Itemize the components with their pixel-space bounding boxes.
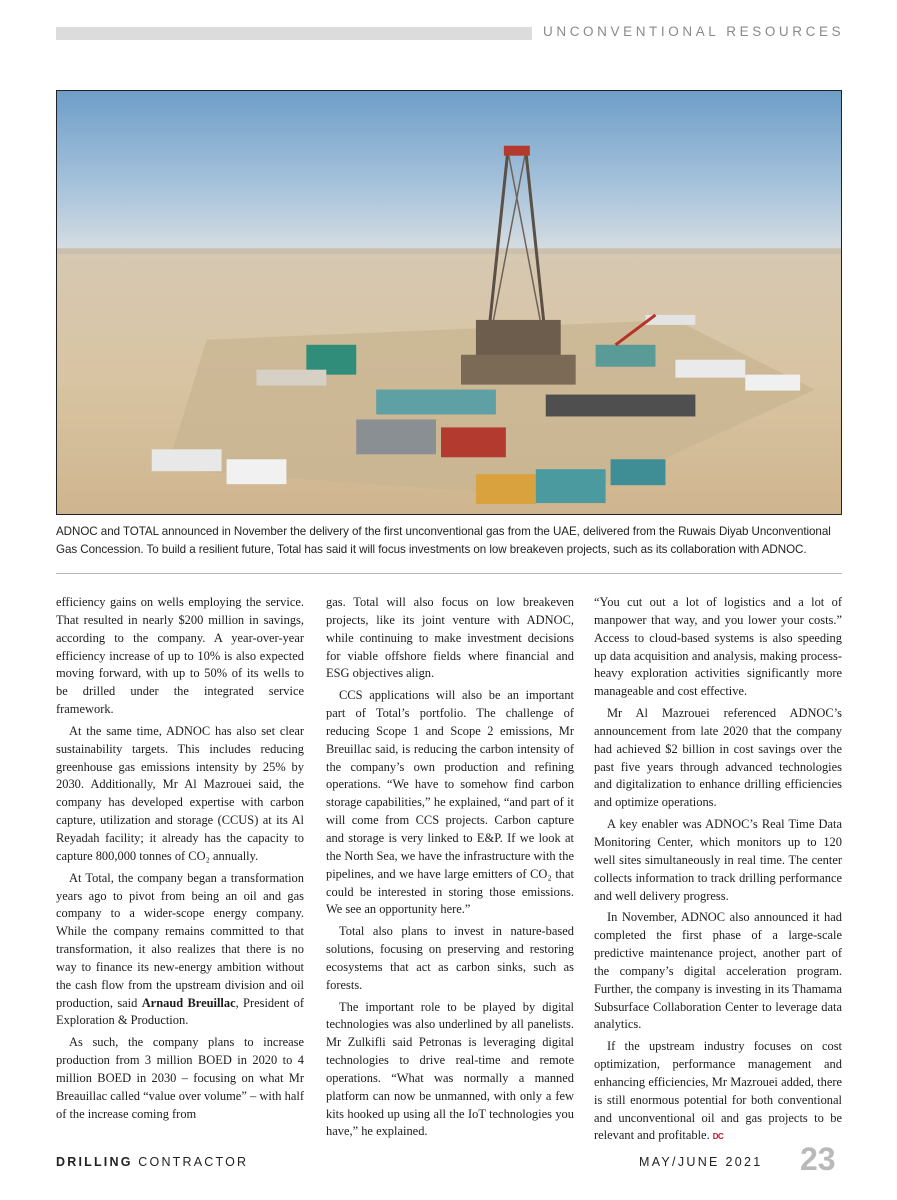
paragraph: [594, 1038, 842, 1146]
paragraph: efficiency gains on wells employing the service. That resulted in nearly $200 million in savings, according to the company. A year-over-year efficiency increase of up to 10% is also expected moving forward, with up to 50% of its wells to be drilled under the integrated service framework.: [56, 595, 304, 717]
caption-line: Gas Concession. To build a resilient future, Total has said it will focus investments on low breakeven projects, such as its collaboration with ADNOC.: [56, 543, 807, 556]
paragraph: [56, 870, 304, 1031]
paragraph: At the same time, ADNOC has also set clear sustainability targets. This includes reducing greenhouse gas emissions intensity by 25% by 2030. Additionally, Mr Al Mazrouei said, the company has developed expertise with carbon capture, utilization and storage (CCUS) at its Al Reyadah facility; it already has the capacity to capture 800,000 tonnes of CO₂ annually.: [56, 723, 304, 863]
drilling-rig-photo: [56, 90, 842, 515]
text-column-1: [56, 594, 304, 1127]
paragraph: Mr Al Mazrouei referenced ADNOC’s announcement from late 2020 that the company had achieved $2 billion in cost savings over the past five years through advanced technologies and digitalization to enhance drilling efficiencies and optimize operations.: [594, 706, 842, 810]
paragraph: gas. Total will also focus on low breakeven projects, like its joint venture with ADNOC, while continuing to make investment decisions for viable offshore fields where financial and ESG objectives align.: [326, 595, 574, 681]
end-mark: DC: [712, 1132, 724, 1142]
photo-caption: [56, 523, 846, 559]
paragraph-text: , President of Exploration & Production.: [56, 995, 305, 1028]
magazine-name: [56, 1155, 248, 1169]
header-bar: [56, 27, 532, 40]
paragraph: The important role to be played by digital technologies was also underlined by all panelists. Mr Zulkifli said Petronas is leveraging digital technologies to drive real-time and remote operations. “What was normally a manned platform can now be unmanned, with only a few kits hooked up using all the IoT technologies you have,” he explained.: [326, 999, 574, 1139]
divider: [56, 573, 842, 574]
magazine-name-bold: DRILLING: [56, 1155, 133, 1169]
magazine-name-rest: CONTRACTOR: [132, 1155, 249, 1169]
paragraph: As such, the company plans to increase production from 3 million BOED in 2020 to 4 million BOED in 2030 – focusing on what Mr Breauillac called “value over volume” – with half of the increase coming from: [56, 1035, 304, 1121]
paragraph-text: If the upstream industry focuses on cost optimization, performance management and enhancing efficiencies, Mr Mazrouei added, there is still enormous potential for both conventional and unconventional oil and gas projects to be relevant and profitable.: [594, 1039, 842, 1143]
section-title: UNCONVENTIONAL RESOURCES: [543, 24, 845, 39]
issue-date: MAY/JUNE 2021: [639, 1155, 763, 1169]
paragraph: A key enabler was ADNOC’s Real Time Data Monitoring Center, which monitors up to 120 well sites simultaneously in real time. The center collects information to track drilling performance and well delivery progress.: [594, 817, 842, 903]
person-name: Arnaud Breuillac: [141, 995, 236, 1010]
paragraph: “You cut out a lot of logistics and a lot of manpower that way, and you lower your costs.” Access to cloud-based systems is also speeding up data acquisition and analysis, making process-heavy exploration activities significantly more manageable and cost effective.: [594, 595, 842, 699]
caption-line: ADNOC and TOTAL announced in November the delivery of the first unconventional gas from the UAE, delivered from the Ruwais Diyab Unconventional: [56, 525, 831, 538]
text-column-3: [594, 594, 842, 1150]
paragraph: CCS applications will also be an important part of Total’s portfolio. The challenge of reducing Scope 1 and Scope 2 emissions, Mr Breuillac said, is reducing the carbon intensity of the company’s own production and refining operations. “We have to somehow find carbon storage capabilities,” he explained, “and part of it will come from CCS projects. Carbon capture and storage is very linked to E&P. If we look at the North Sea, we have the infrastructure with the pipelines, and we have large emitters of CO₂ that could be interested in storing those emissions. We see an opportunity here.”: [326, 688, 574, 917]
page-number: 23: [800, 1141, 836, 1177]
text-column-2: [326, 594, 574, 1145]
paragraph: Total also plans to invest in nature-based solutions, focusing on preserving and restoring ecosystems that act as carbon sinks, such as forests.: [326, 924, 574, 992]
paragraph: In November, ADNOC also announced it had completed the first phase of a large-scale predictive maintenance project, another part of the company’s digital acceleration program. Further, the company is investing in its Thamama Subsurface Collaboration Center to leverage data analytics.: [594, 910, 842, 1032]
paragraph-text: At Total, the company began a transformation years ago to pivot from being an oil and gas company to a wider-scope energy company. While the company remains committed to that transformation, it also realizes that there is no way to finance its new-energy ambition without the cash flow from the upstream division and oil production, said: [56, 870, 304, 1010]
